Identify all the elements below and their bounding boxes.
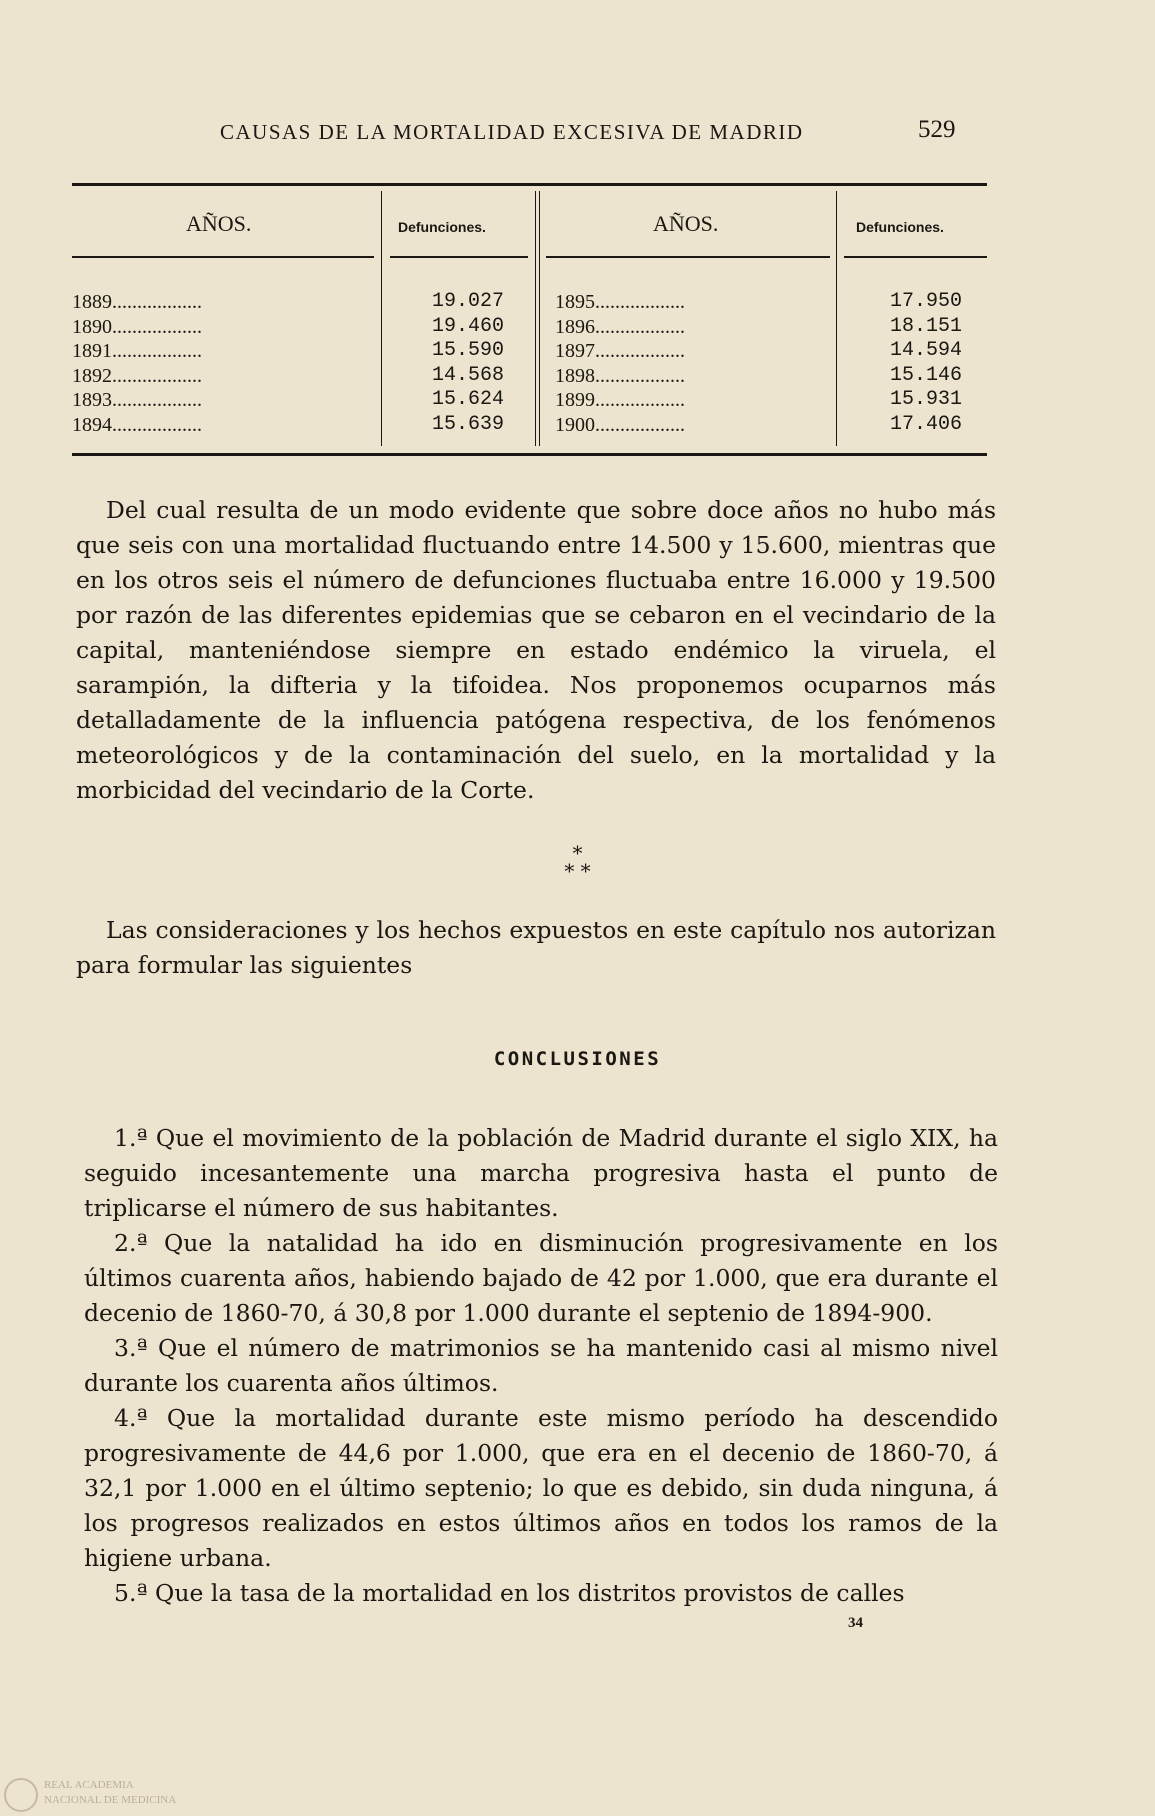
value-cell: 15.590 bbox=[432, 339, 505, 362]
left-years-column bbox=[72, 290, 202, 437]
stamp-line: NACIONAL DE MEDICINA bbox=[44, 1794, 177, 1806]
header-rule bbox=[546, 256, 830, 258]
header-rule bbox=[390, 256, 528, 258]
value-cell: 19.027 bbox=[432, 290, 505, 313]
stamp-text bbox=[44, 1778, 176, 1808]
conclusion-item: 4.ª Que la mortalidad durante este mismo período ha descendido progresivamente de 44,6 por 1.000, que era en el decenio de 1860-70, á 32,1 por 1.000 en el último septenio; lo que es debido, sin duda ninguna, á los progresos realizados en estos últimos años en todos los ramos de la higiene urbana. bbox=[84, 1404, 998, 1572]
conclusions-title: CONCLUSIONES bbox=[493, 1048, 662, 1070]
paragraph-2 bbox=[76, 913, 996, 983]
year-cell: 1895.................. bbox=[555, 291, 685, 313]
col-header-anos: AÑOS. bbox=[186, 211, 252, 236]
value-cell: 15.931 bbox=[890, 388, 963, 411]
page-header bbox=[0, 116, 1155, 150]
year-cell: 1890.................. bbox=[72, 315, 202, 338]
right-values-column bbox=[890, 290, 962, 437]
asterism-top: * bbox=[572, 841, 583, 865]
conclusion-item: 3.ª Que el número de matrimonios se ha mantenido casi al mismo nivel durante los cuarenta años últimos. bbox=[84, 1334, 998, 1397]
col-header-anos-2: AÑOS. bbox=[653, 211, 719, 236]
value-cell: 19.460 bbox=[432, 314, 505, 338]
conclusions-list bbox=[84, 1121, 998, 1611]
table-divider bbox=[381, 191, 382, 446]
right-years-column bbox=[555, 290, 685, 437]
table-bottom-rule bbox=[72, 453, 987, 456]
library-stamp bbox=[4, 1774, 184, 1814]
paragraph-text: Las consideraciones y los hechos expuestos en este capítulo nos autorizan para formular las siguientes bbox=[76, 916, 996, 979]
value-cell: 17.950 bbox=[890, 290, 963, 313]
table-divider bbox=[836, 191, 837, 446]
paragraph-1 bbox=[76, 493, 996, 808]
year-cell: 1899.................. bbox=[555, 389, 685, 411]
stamp-line: REAL ACADEMIA bbox=[44, 1779, 134, 1791]
value-cell: 14.594 bbox=[890, 339, 963, 362]
year-cell: 1900.................. bbox=[555, 413, 685, 436]
year-cell: 1893.................. bbox=[72, 389, 202, 411]
left-values-column bbox=[432, 290, 504, 437]
col-header-defunciones-2: Defunciones. bbox=[856, 219, 944, 235]
value-cell: 17.406 bbox=[890, 412, 963, 436]
stamp-seal-icon bbox=[4, 1778, 38, 1812]
header-rule bbox=[844, 256, 987, 258]
value-cell: 14.568 bbox=[432, 363, 505, 387]
year-cell: 1897.................. bbox=[555, 340, 685, 362]
year-cell: 1896.................. bbox=[555, 315, 685, 338]
paragraph-text: Del cual resulta de un modo evidente que sobre doce años no hubo más que seis con una mortalidad fluctuando entre 14.500 y 15.600, mientras que en los otros seis el número de defunciones fluctuaba entre 16.000 y 19.500 por razón de las diferentes epidemias que se cebaron en el vecindario de la capital, manteniéndose siempre en estado endémico la viruela, el sarampión, la difteria y la tifoidea. Nos proponemos ocuparnos más detalladamente de la influencia patógena respectiva, de los fenómenos meteorológicos y de la contaminación del suelo, en la mortalidad y la morbicidad del vecindario de la Corte. bbox=[76, 496, 996, 804]
year-cell: 1892.................. bbox=[72, 364, 202, 387]
table-divider bbox=[539, 191, 540, 446]
asterism-bottom: * * bbox=[564, 859, 591, 883]
conclusion-item: 5.ª Que la tasa de la mortalidad en los distritos provistos de calles bbox=[114, 1579, 905, 1607]
year-cell: 1898.................. bbox=[555, 364, 685, 387]
header-rule bbox=[72, 256, 374, 258]
value-cell: 15.146 bbox=[890, 363, 963, 387]
year-cell: 1891.................. bbox=[72, 340, 202, 362]
year-cell: 1894.................. bbox=[72, 413, 202, 436]
page-number: 529 bbox=[918, 116, 956, 143]
conclusion-item: 2.ª Que la natalidad ha ido en disminución progresivamente en los últimos cuarenta años, habiendo bajado de 42 por 1.000, que era durante el decenio de 1860-70, á 30,8 por 1.000 durante el septenio de 1894-900. bbox=[84, 1229, 998, 1327]
conclusion-item: 1.ª Que el movimiento de la población de Madrid durante el siglo XIX, ha seguido incesantemente una marcha progresiva hasta el punto de triplicarse el número de sus habitantes. bbox=[84, 1124, 998, 1222]
table-divider bbox=[535, 191, 536, 446]
value-cell: 18.151 bbox=[890, 314, 963, 338]
signature-mark: 34 bbox=[848, 1615, 863, 1631]
mortality-table bbox=[72, 183, 987, 458]
value-cell: 15.639 bbox=[432, 412, 505, 436]
running-title: CAUSAS DE LA MORTALIDAD EXCESIVA DE MADRID bbox=[220, 120, 804, 144]
value-cell: 15.624 bbox=[432, 388, 505, 411]
col-header-defunciones: Defunciones. bbox=[398, 219, 486, 235]
table-top-rule bbox=[72, 183, 987, 186]
year-cell: 1889.................. bbox=[72, 291, 202, 313]
